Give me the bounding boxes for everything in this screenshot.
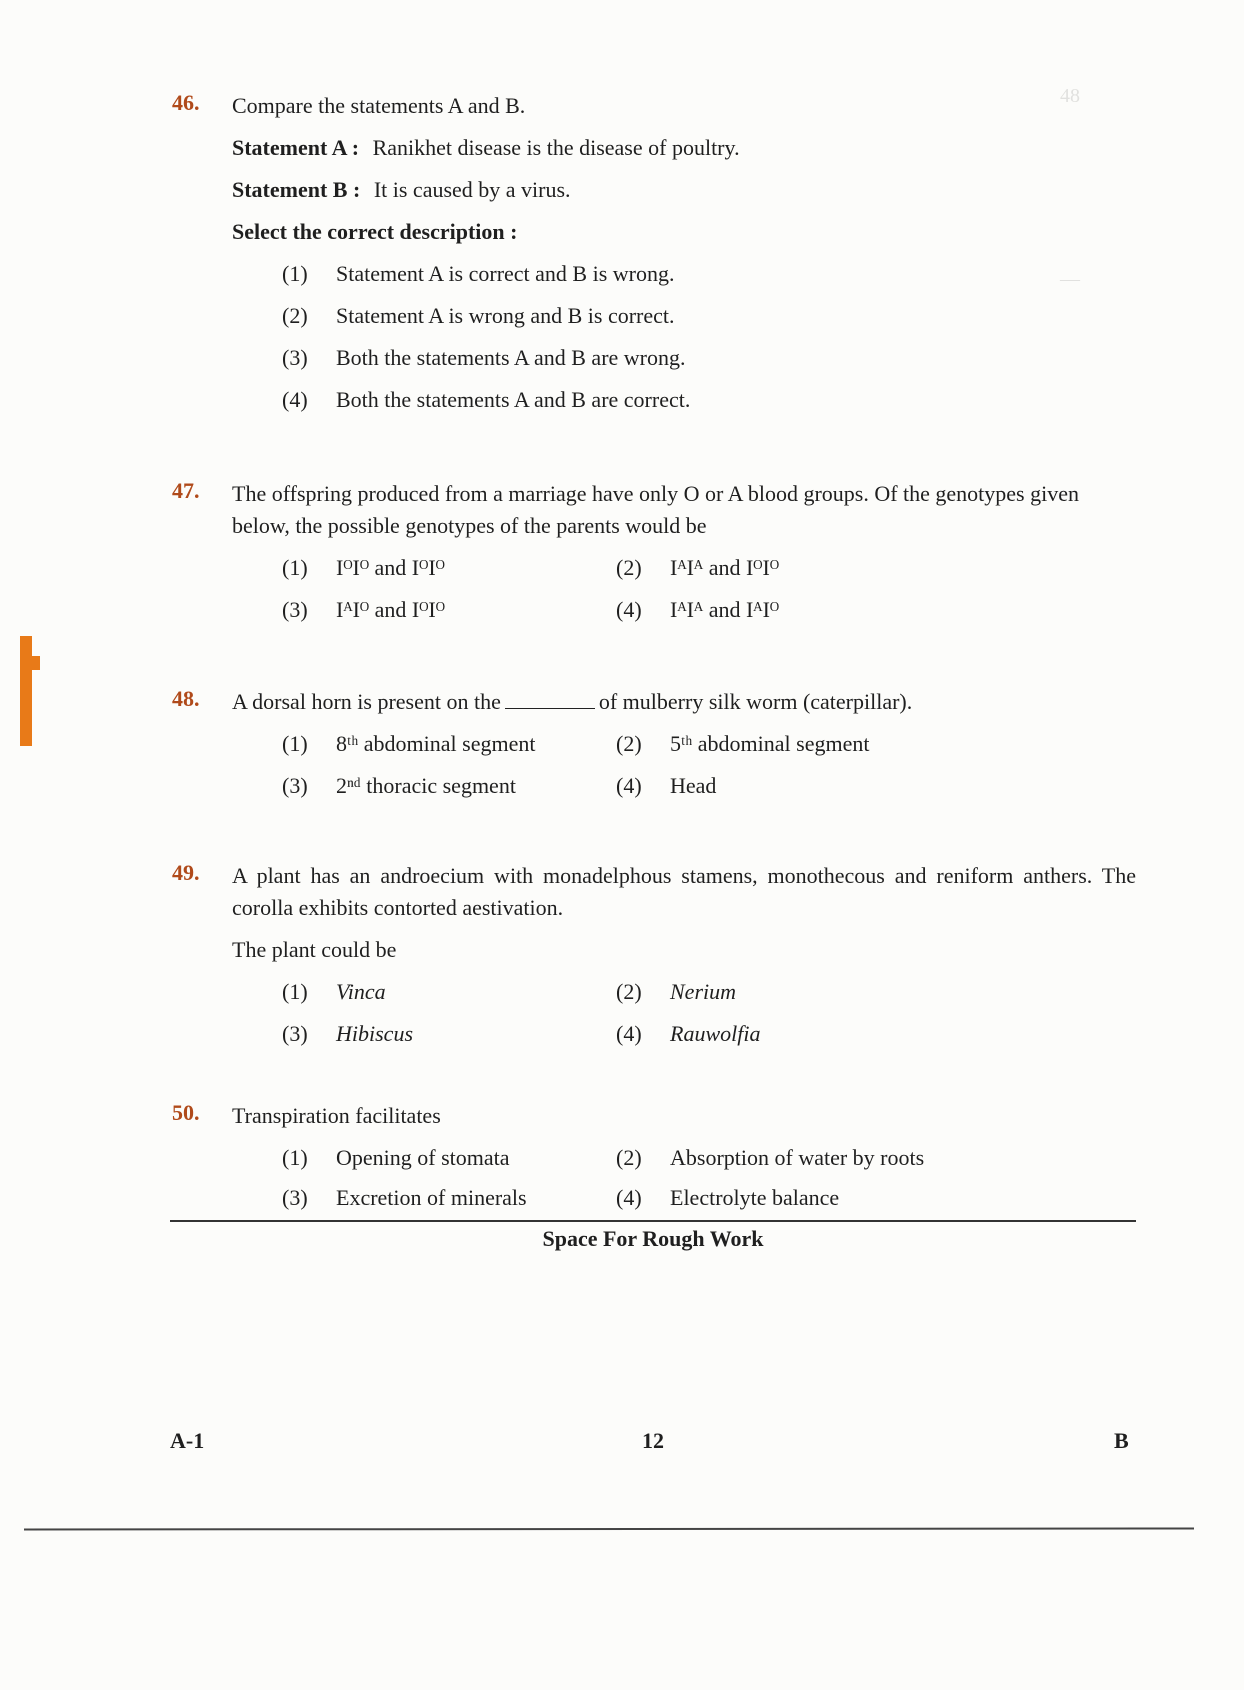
option-number: (4) [282, 387, 308, 412]
option-number: (3) [282, 1021, 308, 1046]
option-text: Head [670, 773, 717, 798]
statement-a [232, 132, 740, 164]
option-number: (4) [616, 597, 642, 622]
option-text: IᴬIᴬ and IᴬIᴼ [670, 597, 780, 622]
option-text: Both the statements A and B are wrong. [336, 345, 686, 370]
question-stem: The offspring produced from a marriage have only O or A blood groups. Of the genotypes given below, the possible genotypes of the parents would be [232, 481, 1079, 538]
option-text: Statement A is wrong and B is correct. [336, 303, 675, 328]
option-text: 2ⁿᵈ thoracic segment [336, 773, 516, 798]
question-stem: Compare the statements A and B. [232, 93, 526, 118]
statement-a-label: Statement A : [232, 135, 360, 160]
option-number: (4) [616, 773, 642, 798]
option-text: Hibiscus [336, 1021, 413, 1046]
question-number: 50. [172, 1100, 200, 1125]
option-text: Both the statements A and B are correct. [336, 387, 691, 412]
option-4[interactable] [616, 594, 779, 626]
option-text: 5ᵗʰ abdominal segment [670, 731, 870, 756]
option-text: 8ᵗʰ abdominal segment [336, 731, 536, 756]
option-text: IᴬIᴬ and IᴼIᴼ [670, 555, 780, 580]
statement-b [232, 174, 571, 206]
option-3[interactable] [282, 594, 445, 626]
question-number: 48. [172, 686, 200, 711]
option-3[interactable] [282, 1018, 413, 1050]
option-text: IᴬIᴼ and IᴼIᴼ [336, 597, 445, 622]
series-letter: B [1114, 1428, 1129, 1453]
option-2[interactable] [616, 552, 779, 584]
option-text: Absorption of water by roots [670, 1145, 925, 1170]
option-1[interactable] [282, 1142, 510, 1174]
option-text: IᴼIᴼ and IᴼIᴼ [336, 555, 445, 580]
option-number: (4) [616, 1185, 642, 1210]
question-prompt: The plant could be [232, 937, 397, 962]
instruction: Select the correct description : [232, 219, 518, 244]
page-bottom-edge [24, 1527, 1194, 1530]
option-3[interactable] [282, 770, 516, 802]
question-stem: A plant has an androecium with monadelphous stamens, monothecous and reniform anthers. The corolla exhibits contorted aestivation. [232, 863, 1136, 920]
option-text: Electrolyte balance [670, 1185, 840, 1210]
bleed-through-mark: — [1060, 268, 1080, 290]
option-number: (2) [616, 1145, 642, 1170]
option-number: (2) [282, 303, 308, 328]
option-text: Excretion of minerals [336, 1185, 527, 1210]
option-1[interactable] [282, 728, 535, 760]
stem-before-blank: A dorsal horn is present on the [232, 689, 501, 714]
option-2[interactable] [616, 976, 736, 1008]
statement-a-text: Ranikhet disease is the disease of poultry. [372, 135, 740, 160]
option-4[interactable] [616, 770, 716, 802]
rough-work-divider [170, 1220, 1136, 1222]
option-number: (2) [616, 979, 642, 1004]
fill-in-blank [505, 688, 595, 709]
question-number: 49. [172, 860, 200, 885]
option-number: (1) [282, 261, 308, 286]
question-number: 46. [172, 90, 200, 115]
option-number: (1) [282, 979, 308, 1004]
option-4[interactable] [616, 1018, 760, 1050]
option-number: (1) [282, 731, 308, 756]
statement-b-text: It is caused by a virus. [373, 177, 571, 202]
question-number: 47. [172, 478, 200, 503]
option-text: Nerium [670, 979, 736, 1004]
rough-work-label: Space For Rough Work [542, 1226, 764, 1251]
option-number: (3) [282, 597, 308, 622]
option-text: Opening of stomata [336, 1145, 510, 1170]
option-2[interactable] [282, 300, 675, 332]
option-text: Statement A is correct and B is wrong. [336, 261, 675, 286]
option-text: Rauwolfia [670, 1021, 761, 1046]
question-stem: Transpiration facilitates [232, 1103, 441, 1128]
option-number: (3) [282, 773, 308, 798]
statement-b-label: Statement B : [232, 177, 361, 202]
option-text: Vinca [336, 979, 386, 1004]
option-2[interactable] [616, 728, 869, 760]
page-number: 12 [642, 1428, 664, 1453]
option-number: (1) [282, 1145, 308, 1170]
option-1[interactable] [282, 258, 675, 290]
option-number: (3) [282, 345, 308, 370]
question-stem [232, 686, 912, 718]
option-1[interactable] [282, 976, 386, 1008]
option-number: (2) [616, 731, 642, 756]
binding-mark [20, 636, 32, 746]
stem-after-blank: of mulberry silk worm (caterpillar). [598, 689, 913, 714]
option-4[interactable] [616, 1182, 839, 1214]
option-3[interactable] [282, 1182, 527, 1214]
option-3[interactable] [282, 342, 686, 374]
option-number: (1) [282, 555, 308, 580]
bleed-through-mark: 48 [1060, 85, 1080, 107]
option-number: (2) [616, 555, 642, 580]
option-4[interactable] [282, 384, 690, 416]
option-number: (3) [282, 1185, 308, 1210]
option-2[interactable] [616, 1142, 924, 1174]
option-1[interactable] [282, 552, 445, 584]
booklet-code: A-1 [170, 1428, 205, 1453]
option-number: (4) [616, 1021, 642, 1046]
